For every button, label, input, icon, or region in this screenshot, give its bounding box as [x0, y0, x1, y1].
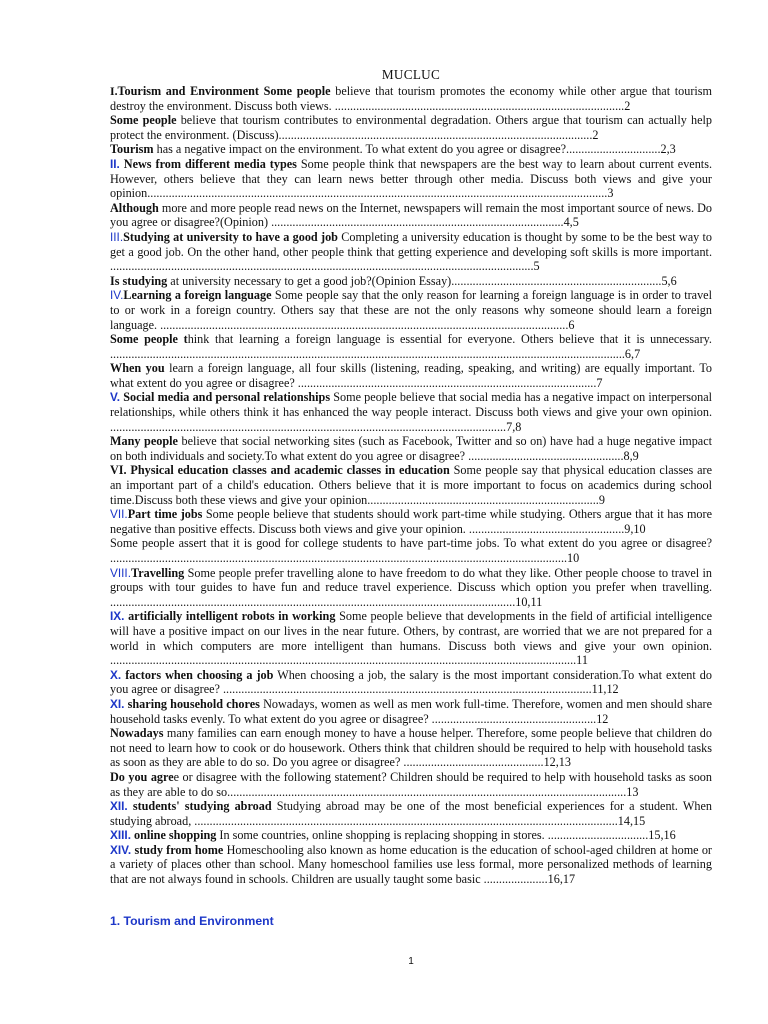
toc-entry-number: IV.	[110, 288, 124, 303]
toc-entry-number: XI.	[110, 696, 125, 711]
toc-entry-heading: Part time jobs	[127, 507, 203, 522]
toc-entry-heading: students' studying abroad	[127, 799, 272, 814]
toc-entry-text: Some people say that physical education classes are an important part of a child's education. Others believe that it is more important to focus on academics during school time.Discuss both these views and give your opinion............................................................................9	[110, 463, 712, 507]
toc-entry[interactable]	[110, 697, 712, 726]
toc-entry-text: has a negative impact on the environment. To what extent do you agree or disagree?...............................2,3	[153, 142, 676, 157]
toc-entry-text: believe that tourism contributes to environmental degradation. Others argue that tourism can actually help protect the environment. (Discuss).......................................................................................................2	[110, 113, 712, 142]
toc-entry[interactable]	[110, 726, 712, 770]
page-title: MUCLUC	[381, 67, 441, 82]
toc-entry[interactable]	[110, 332, 712, 361]
toc-entry[interactable]	[110, 390, 712, 434]
toc-entry-number: X.	[110, 667, 122, 682]
toc-entry[interactable]	[110, 288, 712, 332]
toc-entry[interactable]	[110, 113, 712, 142]
toc-entry[interactable]	[110, 201, 712, 230]
toc-entry-text: Completing a university education is thought by some to be the best way to get a good job. On the other hand, other people think that getting experience and developing soft skills is more important. ...........................................................................................................................................5	[110, 229, 712, 274]
toc-entry-text: Some people prefer travelling alone to have freedom to do what they like. Other people choose to travel in groups with tour guides to have fun and reduce travel experience. Discuss which option you prefer when travelling. .....................................................................................................................................10,11	[110, 565, 712, 609]
toc-entry-heading: News from different media types	[119, 156, 297, 171]
toc-entry-text: Some people believe that students should work part-time while studying. Others argue that it has more negative than positive effects. Discuss both views and give your opinion. ...................................................9,10	[110, 507, 712, 536]
toc-entry-number: XIII.	[110, 828, 131, 843]
toc-entry[interactable]	[110, 230, 712, 274]
table-of-contents	[110, 84, 712, 887]
toc-entry-heading: Social media and personal relationships	[120, 390, 331, 405]
toc-entry[interactable]	[110, 463, 712, 507]
toc-entry-heading: Nowadays	[110, 726, 164, 741]
toc-entry-text: believe that social networking sites (such as Facebook, Twitter and so on) have had a huge negative impact on both individuals and society.To what extent do you agree or disagree? ...................................................8,9	[110, 434, 712, 463]
toc-entry-heading: Travelling	[130, 565, 185, 580]
toc-entry-heading: Some people t	[110, 332, 188, 347]
toc-entry[interactable]	[110, 84, 712, 113]
toc-entry[interactable]	[110, 566, 712, 610]
toc-entry-heading: Do you agre	[110, 769, 174, 784]
toc-entry-number: XII.	[110, 799, 128, 814]
toc-entry-number: VII.	[110, 507, 128, 522]
toc-entry-number: XIV.	[110, 842, 132, 857]
toc-entry-heading: Tourism and Environment Some people	[117, 84, 331, 98]
toc-entry[interactable]	[110, 274, 712, 289]
toc-entry-text: many families can earn enough money to have a house helper. Therefore, some people believe that children do not need to learn how to cook or do housework. Others think that children should be required to help with household tasks as soon as they are able to do so. Do you agree or disagree? ..............................................12,13	[110, 726, 712, 770]
toc-entry-heading: Many people	[110, 434, 178, 449]
toc-entry[interactable]	[110, 609, 712, 667]
toc-entry-text: Some people believe that social media has a negative impact on interpersonal relationships, while others think it has enhanced the way people interact. Discuss both views and give your own opinion. ..................................................................................................................................7,8	[110, 390, 712, 434]
toc-entry-text: Some people believe that developments in the field of artificial intelligence will have a positive impact on our lives in the near future. Others, by contrast, are worried that we are not prepared for a world in which computers are more intelligent than humans. Discuss both views and give your own opinion. .........................................................................................................................................................11	[110, 609, 712, 668]
toc-entry[interactable]	[110, 843, 712, 887]
toc-entry-text: believe that tourism promotes the economy while other argue that tourism destroy the environment. Discuss both views. ...............................................................................................2	[110, 84, 713, 113]
toc-entry-heading: online shopping	[130, 828, 217, 843]
toc-entry-heading: Learning a foreign language	[123, 288, 272, 303]
toc-entry-heading: VI. Physical education classes and academic classes in education	[110, 463, 450, 478]
toc-entry[interactable]	[110, 142, 712, 157]
toc-entry-number: I.	[110, 84, 118, 98]
toc-entry-heading: sharing household chores	[124, 696, 260, 711]
toc-entry-text: In some countries, online shopping is replacing shopping in stores. .................................15,16	[216, 828, 676, 843]
toc-entry[interactable]	[110, 799, 712, 828]
toc-entry[interactable]	[110, 507, 712, 536]
toc-entry-text: more and more people read news on the Internet, newspapers will remain the most important source of news. Do you agree or disagree?(Opinion) ................................................................................................4,5	[110, 200, 712, 230]
toc-entry[interactable]	[110, 536, 712, 565]
page-number: 1	[408, 956, 414, 967]
toc-entry-heading: factors when choosing a job	[121, 667, 274, 682]
toc-entry[interactable]	[110, 434, 712, 463]
toc-entry-number: V.	[110, 390, 121, 405]
toc-entry-text: e or disagree with the following statement? Children should be required to help with household tasks as soon as they are able to do so...................................................................................................................................13	[110, 769, 712, 799]
toc-entry-heading: Tourism	[110, 142, 154, 157]
toc-entry-heading: Studying at university to have a good job	[123, 229, 338, 244]
toc-entry-text: Some people say that the only reason for learning a foreign language is in order to travel to or work in a foreign country. Others say that these are not the only reasons why someone should learn a foreign language. ......................................................................................................................................6	[110, 288, 712, 332]
toc-entry[interactable]	[110, 828, 712, 843]
toc-entry[interactable]	[110, 770, 712, 799]
toc-entry-text: learn a foreign language, all four skills (listening, reading, speaking, and writing) are equally important. To what extent do you agree or disagree? ..................................................................................................7	[110, 361, 713, 390]
toc-entry-number: III.	[110, 229, 124, 244]
toc-entry-number: VIII.	[110, 565, 131, 580]
toc-entry-heading: study from home	[131, 842, 224, 857]
toc-entry-number: II.	[110, 156, 120, 171]
toc-entry-text: at university necessary to get a good job?(Opinion Essay).....................................................................5,6	[167, 273, 677, 288]
toc-entry-heading: Is studying	[110, 273, 168, 288]
toc-entry-text: Nowadays, women as well as men work full-time. Therefore, women and men should share household tasks evenly. To what extent do you agree or disagree? ......................................................12	[110, 696, 712, 726]
toc-entry[interactable]	[110, 157, 712, 201]
toc-entry-text: hink that learning a foreign language is essential for everyone. Others believe that it is unnecessary. .........................................................................................................................................................................6,7	[110, 332, 712, 361]
toc-entry-text: Homeschooling also known as home education is the education of school-aged children at home or a variety of places other than school. Many homeschool families use less formal, more personalized methods of learning that are not always found in schools. Children are usually taught some basic .....................16,17	[110, 842, 712, 887]
toc-entry-text: Some people think that newspapers are the best way to learn about current events. However, others believe that they can learn news better through other media. Discuss both views and give your opinion.......................................................................................................................................................3	[110, 156, 712, 201]
toc-entry-heading: artificially intelligent robots in working	[124, 609, 336, 624]
toc-entry-text: When choosing a job, the salary is the most important consideration.To what extent do you agree or disagree? .........................................................................................................................11,12	[110, 667, 712, 697]
toc-entry[interactable]	[110, 361, 712, 390]
toc-entry-number: IX.	[110, 609, 125, 624]
toc-entry-heading: Some people	[110, 113, 177, 128]
toc-entry-text: Some people assert that it is good for college students to have part-time jobs. To what extent do you agree or disagree? ......................................................................................................................................................10	[110, 536, 712, 565]
toc-entry[interactable]	[110, 668, 712, 697]
toc-entry-heading: When you	[110, 361, 165, 376]
toc-entry-heading: Although	[110, 200, 159, 215]
toc-entry-text: Studying abroad may be one of the most beneficial experiences for a student. When studying abroad, ...........................................................................................................................................14,15	[110, 799, 712, 828]
section-heading[interactable]: 1. Tourism and Environment	[110, 914, 274, 928]
